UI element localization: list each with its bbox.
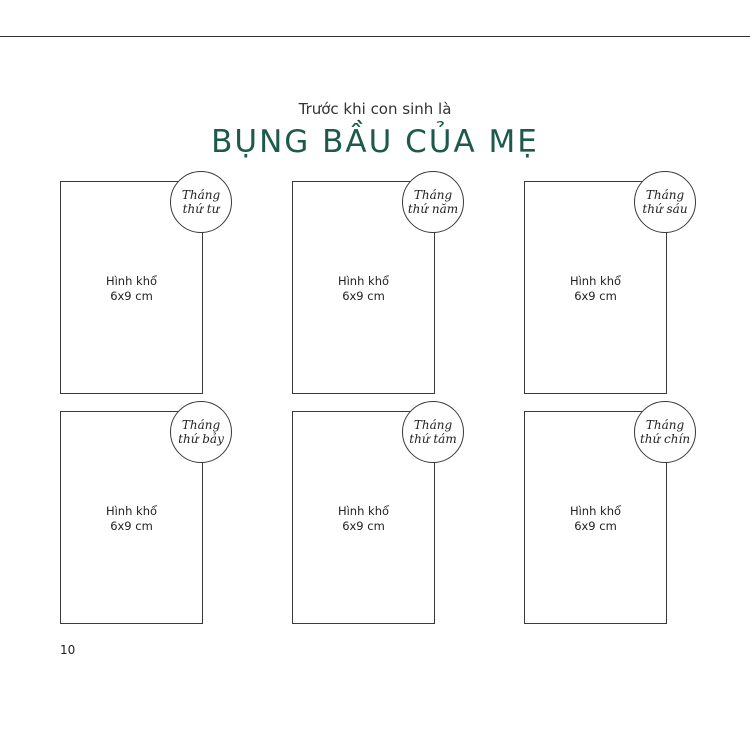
frame-label	[61, 504, 202, 534]
frame-label-line2: 6x9 cm	[342, 519, 385, 533]
frame-label-line2: 6x9 cm	[110, 519, 153, 533]
page-title: BỤNG BẦU CỦA MẸ	[211, 124, 539, 160]
frame-label-line2: 6x9 cm	[342, 289, 385, 303]
month-badge-5	[402, 171, 464, 233]
frame-label-line1: Hình khổ	[105, 274, 158, 288]
frame-label-line1: Hình khổ	[337, 504, 390, 518]
month-badge-8	[402, 401, 464, 463]
frame-label-line1: Hình khổ	[105, 504, 158, 518]
badge-line1: Tháng	[413, 188, 453, 202]
badge-line2: thứ bảy	[178, 432, 224, 446]
frame-label	[525, 274, 666, 304]
frame-label-line1: Hình khổ	[569, 274, 622, 288]
badge-line2: thứ tám	[409, 432, 457, 446]
frame-label	[61, 274, 202, 304]
page-subtitle: Trước khi con sinh là	[298, 100, 452, 118]
badge-line2: thứ tư	[182, 202, 220, 216]
badge-line1: Tháng	[413, 418, 453, 432]
badge-line2: thứ chín	[639, 432, 691, 446]
frame-label	[293, 504, 434, 534]
badge-line2: thứ năm	[407, 202, 459, 216]
month-badge-4	[170, 171, 232, 233]
badge-line1: Tháng	[181, 418, 221, 432]
frame-label	[525, 504, 666, 534]
month-badge-7	[170, 401, 232, 463]
badge-line2: thứ sáu	[642, 202, 688, 216]
frame-label	[293, 274, 434, 304]
badge-line1: Tháng	[645, 188, 685, 202]
month-badge-6	[634, 171, 696, 233]
frame-label-line2: 6x9 cm	[574, 519, 617, 533]
page-number: 10	[60, 643, 76, 657]
frame-label-line1: Hình khổ	[569, 504, 622, 518]
top-rule	[0, 36, 750, 37]
frame-label-line1: Hình khổ	[337, 274, 390, 288]
month-badge-9	[634, 401, 696, 463]
badge-line1: Tháng	[645, 418, 685, 432]
frame-label-line2: 6x9 cm	[574, 289, 617, 303]
badge-line1: Tháng	[181, 188, 221, 202]
frame-label-line2: 6x9 cm	[110, 289, 153, 303]
